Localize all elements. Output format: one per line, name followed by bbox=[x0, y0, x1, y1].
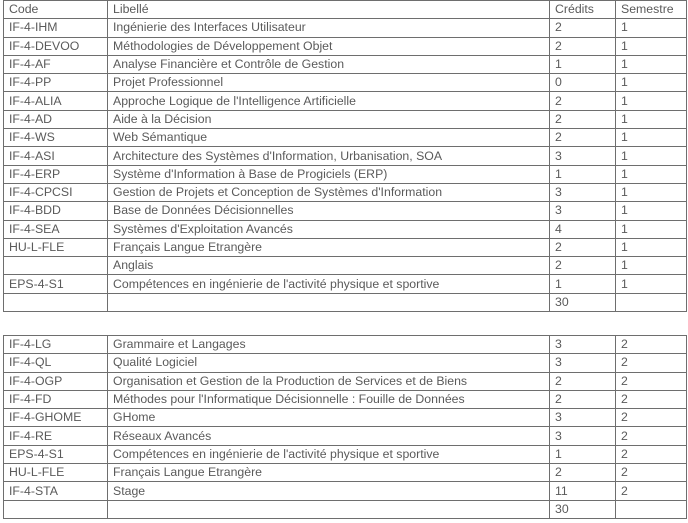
cell-code: EPS-4-S1 bbox=[4, 275, 108, 293]
cell-code: IF-4-LG bbox=[4, 336, 108, 354]
course-row bbox=[4, 110, 687, 128]
cell-libelle: Anglais bbox=[108, 257, 550, 275]
semester-2-table bbox=[3, 335, 687, 519]
cell-semestre: 2 bbox=[616, 482, 687, 500]
course-row bbox=[4, 165, 687, 183]
total-libelle bbox=[108, 293, 550, 311]
semester-1-table-body bbox=[4, 1, 687, 312]
course-row bbox=[4, 372, 687, 390]
total-code bbox=[4, 293, 108, 311]
header-code: Code bbox=[4, 1, 108, 19]
cell-semestre: 1 bbox=[616, 183, 687, 201]
cell-semestre: 1 bbox=[616, 275, 687, 293]
cell-semestre: 2 bbox=[616, 390, 687, 408]
cell-semestre: 1 bbox=[616, 220, 687, 238]
cell-credits: 2 bbox=[550, 372, 616, 390]
cell-semestre: 1 bbox=[616, 74, 687, 92]
course-row bbox=[4, 37, 687, 55]
header-libelle: Libellé bbox=[108, 1, 550, 19]
total-row bbox=[4, 293, 687, 311]
cell-credits: 0 bbox=[550, 74, 616, 92]
cell-libelle: Stage bbox=[108, 482, 550, 500]
course-row bbox=[4, 92, 687, 110]
cell-code: IF-4-STA bbox=[4, 482, 108, 500]
cell-libelle: Grammaire et Langages bbox=[108, 336, 550, 354]
course-row bbox=[4, 129, 687, 147]
cell-credits: 1 bbox=[550, 55, 616, 73]
cell-code: IF-4-DEVOO bbox=[4, 37, 108, 55]
cell-semestre: 2 bbox=[616, 409, 687, 427]
course-row bbox=[4, 183, 687, 201]
course-row bbox=[4, 74, 687, 92]
cell-credits: 3 bbox=[550, 183, 616, 201]
cell-semestre: 1 bbox=[616, 238, 687, 256]
total-semestre bbox=[616, 500, 687, 518]
cell-semestre: 1 bbox=[616, 37, 687, 55]
cell-libelle: Organisation et Gestion de la Production de Services et de Biens bbox=[108, 372, 550, 390]
cell-credits: 1 bbox=[550, 445, 616, 463]
cell-libelle: GHome bbox=[108, 409, 550, 427]
cell-libelle: Systèmes d'Exploitation Avancés bbox=[108, 220, 550, 238]
cell-libelle: Ingénierie des Interfaces Utilisateur bbox=[108, 19, 550, 37]
cell-credits: 2 bbox=[550, 110, 616, 128]
course-row bbox=[4, 464, 687, 482]
header-row bbox=[4, 1, 687, 19]
cell-semestre: 1 bbox=[616, 129, 687, 147]
cell-libelle: Qualité Logiciel bbox=[108, 354, 550, 372]
cell-code: IF-4-AF bbox=[4, 55, 108, 73]
cell-code: IF-4-ALIA bbox=[4, 92, 108, 110]
total-credits: 30 bbox=[550, 293, 616, 311]
cell-code: IF-4-SEA bbox=[4, 220, 108, 238]
cell-code: IF-4-PP bbox=[4, 74, 108, 92]
cell-code: IF-4-IHM bbox=[4, 19, 108, 37]
cell-code bbox=[4, 257, 108, 275]
cell-semestre: 1 bbox=[616, 92, 687, 110]
course-row bbox=[4, 409, 687, 427]
course-row bbox=[4, 445, 687, 463]
cell-code: IF-4-OGP bbox=[4, 372, 108, 390]
cell-credits: 2 bbox=[550, 464, 616, 482]
cell-credits: 1 bbox=[550, 275, 616, 293]
cell-semestre: 2 bbox=[616, 464, 687, 482]
cell-libelle: Analyse Financière et Contrôle de Gestion bbox=[108, 55, 550, 73]
cell-code: IF-4-GHOME bbox=[4, 409, 108, 427]
cell-libelle: Réseaux Avancés bbox=[108, 427, 550, 445]
cell-libelle: Web Sémantique bbox=[108, 129, 550, 147]
course-row bbox=[4, 275, 687, 293]
semester-2-table-body bbox=[4, 336, 687, 519]
cell-semestre: 1 bbox=[616, 147, 687, 165]
cell-credits: 3 bbox=[550, 336, 616, 354]
cell-credits: 2 bbox=[550, 390, 616, 408]
cell-libelle: Base de Données Décisionnelles bbox=[108, 202, 550, 220]
course-row bbox=[4, 238, 687, 256]
cell-semestre: 1 bbox=[616, 19, 687, 37]
cell-libelle: Projet Professionnel bbox=[108, 74, 550, 92]
course-row bbox=[4, 257, 687, 275]
cell-libelle: Français Langue Etrangère bbox=[108, 464, 550, 482]
course-row bbox=[4, 336, 687, 354]
cell-code: IF-4-AD bbox=[4, 110, 108, 128]
cell-semestre: 2 bbox=[616, 354, 687, 372]
cell-libelle: Système d'Information à Base de Progiciels (ERP) bbox=[108, 165, 550, 183]
course-row bbox=[4, 55, 687, 73]
cell-code: IF-4-BDD bbox=[4, 202, 108, 220]
course-row bbox=[4, 482, 687, 500]
course-row bbox=[4, 202, 687, 220]
course-row bbox=[4, 147, 687, 165]
cell-code: IF-4-WS bbox=[4, 129, 108, 147]
cell-code: IF-4-RE bbox=[4, 427, 108, 445]
total-row bbox=[4, 500, 687, 518]
course-row bbox=[4, 354, 687, 372]
semester-1-table bbox=[3, 0, 687, 312]
course-row bbox=[4, 19, 687, 37]
course-row bbox=[4, 427, 687, 445]
cell-semestre: 1 bbox=[616, 202, 687, 220]
header-credits: Crédits bbox=[550, 1, 616, 19]
cell-credits: 2 bbox=[550, 37, 616, 55]
cell-credits: 11 bbox=[550, 482, 616, 500]
cell-credits: 3 bbox=[550, 202, 616, 220]
cell-libelle: Français Langue Etrangère bbox=[108, 238, 550, 256]
course-row bbox=[4, 220, 687, 238]
cell-code: IF-4-FD bbox=[4, 390, 108, 408]
cell-libelle: Approche Logique de l'Intelligence Artificielle bbox=[108, 92, 550, 110]
cell-credits: 3 bbox=[550, 147, 616, 165]
course-row bbox=[4, 390, 687, 408]
cell-libelle: Compétences en ingénierie de l'activité physique et sportive bbox=[108, 445, 550, 463]
cell-code: IF-4-ERP bbox=[4, 165, 108, 183]
cell-credits: 1 bbox=[550, 165, 616, 183]
cell-libelle: Gestion de Projets et Conception de Systèmes d'Information bbox=[108, 183, 550, 201]
cell-semestre: 1 bbox=[616, 257, 687, 275]
cell-semestre: 2 bbox=[616, 336, 687, 354]
total-libelle bbox=[108, 500, 550, 518]
cell-semestre: 1 bbox=[616, 55, 687, 73]
cell-semestre: 2 bbox=[616, 372, 687, 390]
header-semestre: Semestre bbox=[616, 1, 687, 19]
cell-semestre: 1 bbox=[616, 110, 687, 128]
cell-credits: 2 bbox=[550, 129, 616, 147]
cell-libelle: Aide à la Décision bbox=[108, 110, 550, 128]
cell-credits: 2 bbox=[550, 19, 616, 37]
cell-semestre: 1 bbox=[616, 165, 687, 183]
cell-credits: 3 bbox=[550, 409, 616, 427]
cell-credits: 2 bbox=[550, 92, 616, 110]
cell-credits: 3 bbox=[550, 354, 616, 372]
cell-code: HU-L-FLE bbox=[4, 238, 108, 256]
cell-libelle: Méthodologies de Développement Objet bbox=[108, 37, 550, 55]
cell-credits: 2 bbox=[550, 257, 616, 275]
cell-code: IF-4-CPCSI bbox=[4, 183, 108, 201]
cell-code: HU-L-FLE bbox=[4, 464, 108, 482]
cell-semestre: 2 bbox=[616, 427, 687, 445]
cell-credits: 2 bbox=[550, 238, 616, 256]
cell-libelle: Compétences en ingénierie de l'activité physique et sportive bbox=[108, 275, 550, 293]
cell-code: IF-4-ASI bbox=[4, 147, 108, 165]
cell-credits: 3 bbox=[550, 427, 616, 445]
total-credits: 30 bbox=[550, 500, 616, 518]
cell-credits: 4 bbox=[550, 220, 616, 238]
total-code bbox=[4, 500, 108, 518]
total-semestre bbox=[616, 293, 687, 311]
cell-code: EPS-4-S1 bbox=[4, 445, 108, 463]
cell-libelle: Architecture des Systèmes d'Information, Urbanisation, SOA bbox=[108, 147, 550, 165]
cell-code: IF-4-QL bbox=[4, 354, 108, 372]
cell-libelle: Méthodes pour l'Informatique Décisionnelle : Fouille de Données bbox=[108, 390, 550, 408]
cell-semestre: 2 bbox=[616, 445, 687, 463]
